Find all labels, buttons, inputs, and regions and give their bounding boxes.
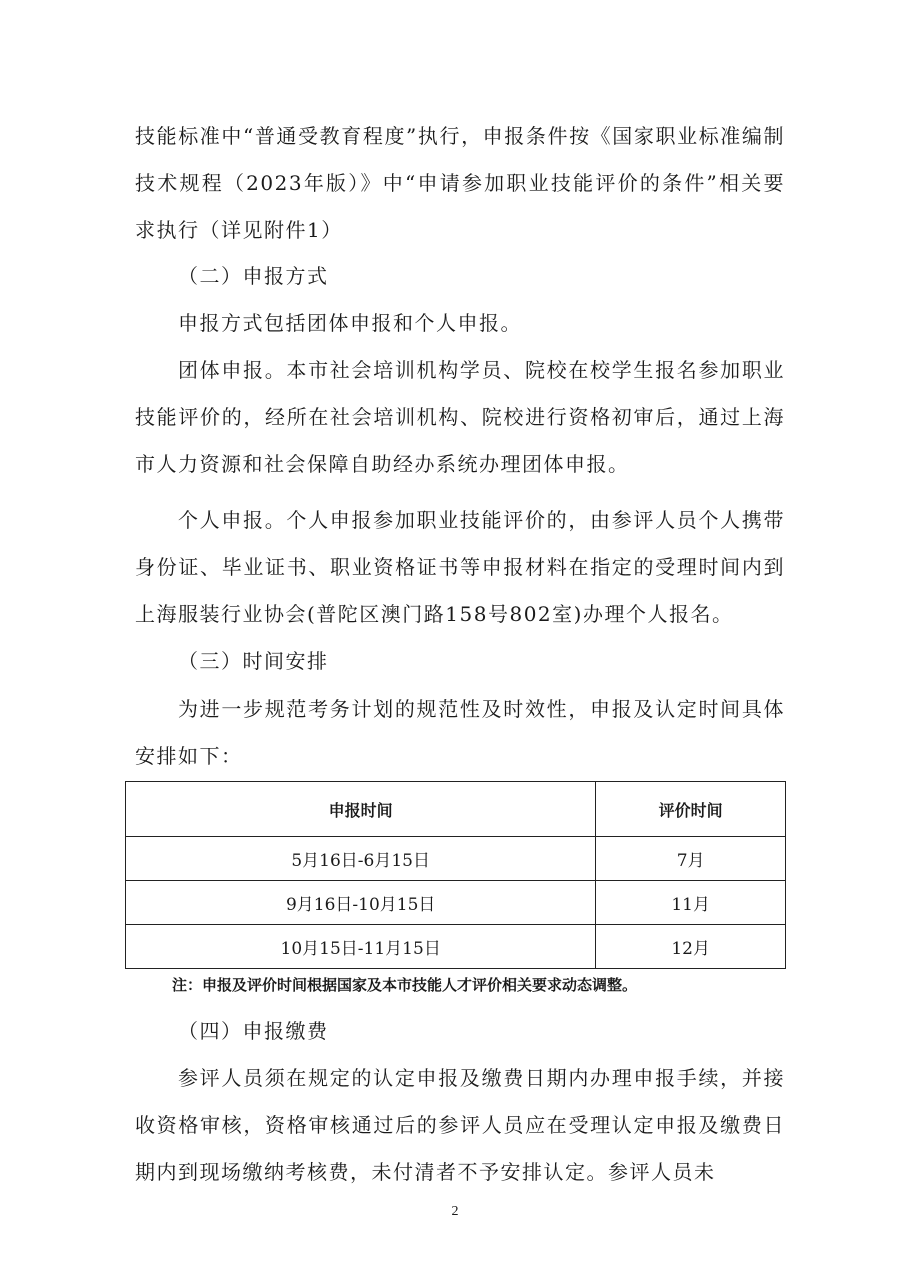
- table-cell: 12月: [596, 925, 786, 969]
- paragraph-requirements: 技能标准中“普通受教育程度”执行，申报条件按《国家职业标准编制技术规程（2023年版）》中“申请参加职业技能评价的条件”相关要求执行（详见附件1）: [135, 124, 785, 242]
- paragraph-schedule-intro: 为进一步规范考务计划的规范性及时效性，申报及认定时间具体安排如下：: [135, 697, 785, 768]
- page-number: 2: [451, 1204, 459, 1219]
- table-header-row: [126, 782, 786, 837]
- table-row: [126, 881, 786, 925]
- heading-schedule: （三）时间安排: [178, 649, 329, 673]
- table-cell: 9月16日-10月15日: [126, 881, 596, 925]
- paragraph-payment: 参评人员须在规定的认定申报及缴费日期内办理申报手续，并接收资格审核，资格审核通过后的参评人员应在受理认定申报及缴费日期内到现场缴纳考核费，未付清者不予安排认定。参评人员未: [135, 1066, 785, 1184]
- column-header-evaluation-time: 评价时间: [596, 782, 786, 837]
- table-note: 注：申报及评价时间根据国家及本市技能人才评价相关要求动态调整。: [172, 976, 638, 994]
- column-header-application-time: 申报时间: [126, 782, 596, 837]
- table-row: [126, 837, 786, 881]
- table-cell: 5月16日-6月15日: [126, 837, 596, 881]
- table-cell: 11月: [596, 881, 786, 925]
- paragraph-method-intro: 申报方式包括团体申报和个人申报。: [178, 311, 522, 335]
- schedule-table: [125, 781, 786, 969]
- table-row: [126, 925, 786, 969]
- table-cell: 7月: [596, 837, 786, 881]
- paragraph-group-application: 团体申报。本市社会培训机构学员、院校在校学生报名参加职业技能评价的，经所在社会培训机构、院校进行资格初审后，通过上海市人力资源和社会保障自助经办系统办理团体申报。: [135, 358, 785, 476]
- heading-payment: （四）申报缴费: [178, 1019, 329, 1043]
- table-cell: 10月15日-11月15日: [126, 925, 596, 969]
- heading-application-method: （二）申报方式: [178, 264, 329, 288]
- paragraph-individual-application: 个人申报。个人申报参加职业技能评价的，由参评人员个人携带身份证、毕业证书、职业资格证书等申报材料在指定的受理时间内到上海服装行业协会(普陀区澳门路158号802室)办理个人报名。: [135, 508, 785, 626]
